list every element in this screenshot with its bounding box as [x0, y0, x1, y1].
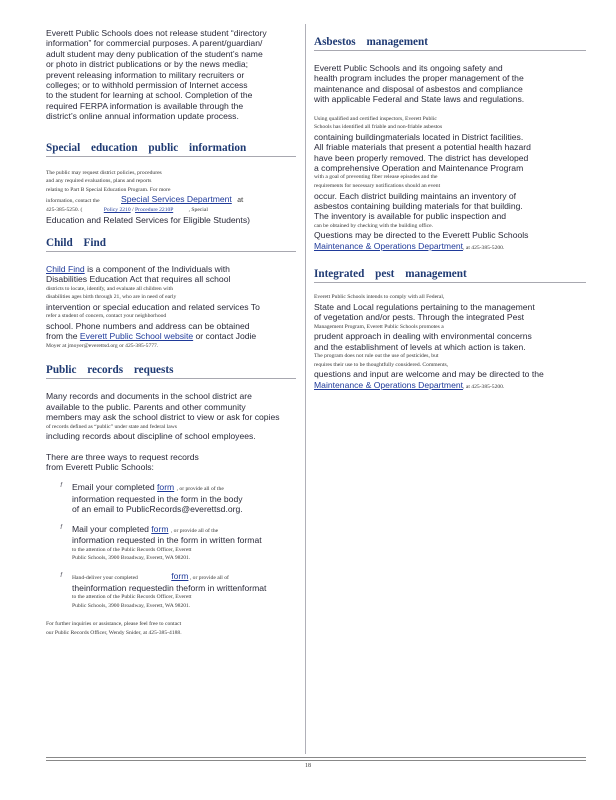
request-intro: There are three ways to request records from Everett Public Schools: — [46, 451, 199, 473]
maintenance-operations-link-2[interactable]: Maintenance & Operations Department — [314, 379, 464, 390]
pest-management-heading: Integrated pest management — [314, 268, 586, 283]
footer-rule-2 — [46, 760, 586, 761]
column-divider — [305, 24, 306, 754]
special-services-department-link[interactable]: Special Services Department — [121, 194, 232, 205]
special-education-paragraph: The public may request district policies, procedures and any required evaluations, plans and reports relating to Part B Special Education Program. For more information, contact the Special Services Department at 425-385-5250. ( Policy 2210 / Procedure 2210P , Special Education and Related Services for Eligible Students) — [46, 169, 250, 225]
pest-management-paragraph: Everett Public Schools intends to comply with all Federal, State and Local regulations pertaining to the management of vegetation and/or pests. Through the integrated Pest Management Program, Everett Public Schools promotes a prudent approach in dealing with environmental concerns and the establishment of levels at which action is taken. The program does not rule out the use of pesticides, but requires their use to be thoughtfully considered. Comments, questions and input are welcome and may be directed to the Maintenance & Operations Department, at 425-385-5200. — [314, 294, 544, 390]
public-records-heading: Public records requests — [46, 364, 296, 379]
footer-rule — [46, 757, 586, 758]
left-column — [46, 28, 296, 637]
mail-form-link[interactable]: form — [151, 523, 169, 534]
asbestos-paragraph-1: Everett Public Schools and its ongoing safety and health program includes the proper management of the maintenance and disposal of asbestos and compliance with applicable Federal and State laws and regulations. — [314, 63, 525, 105]
hand-deliver-form-link[interactable]: form — [171, 571, 189, 582]
maintenance-operations-link[interactable]: Maintenance & Operations Department — [314, 240, 464, 251]
special-education-heading: Special education public information — [46, 142, 296, 157]
policy-2210-link[interactable]: Policy 2210 — [103, 207, 131, 214]
procedure-2210p-link[interactable]: Procedure 2210P — [135, 207, 174, 214]
bullet-glyph: ƒ — [60, 572, 63, 579]
child-find-heading: Child Find — [46, 237, 296, 252]
right-column — [314, 36, 586, 391]
email-form-link[interactable]: form — [157, 482, 175, 493]
asbestos-heading: Asbestos management — [314, 36, 586, 51]
asbestos-paragraph-2: Using qualified and certified inspectors, Everett Public Schools has identified all friable and non-friable asbestos containing buildingmaterials located in District facilities. All friable materials that present a potential health hazard have been properly removed. The district has developed a comprehensive Operation and Maintenance Program with a goal of preventing fiber release episodes and the requirements for necessary notifications should an event occur. Each district building maintains an inventory of asbestos containing building materials for that building. The inventory is available for public inspection and can be obtained by checking with the building office. Questions may be directed to the Everett Public Schools Maintenance & Operations Department, at 425-385-5200. — [314, 115, 531, 251]
public-records-paragraph: Many records and documents in the school district are available to the public. Parents and other community members may ask the school district to view or ask for copies of records defined as “public” under state and federal laws including records about discipline of school employees. — [46, 391, 280, 442]
request-methods-list — [46, 482, 296, 610]
page-number: 18 — [305, 763, 311, 769]
child-find-link[interactable]: Child Find — [46, 264, 85, 275]
everett-school-website-link[interactable]: Everett Public School website — [79, 331, 194, 342]
list-item-hand-deliver: ƒ Hand-deliver your completed form , or provide all of theinformation requestedin theform in writtenformat to the attention of the Public Records Officer, Everett Public Schools, 3900 Broadway, Everett, WA 98201. — [60, 571, 267, 609]
directory-info-paragraph: Everett Public Schools does not release student “directory information” for commercial purposes. A parent/guardian/ adult student may deny publication of the student’s name or photo in district publications or by the news media; prevent releasing information to military recruiters or colleges; or to withhold permission of Internet access to the student for learning at school. Completion of the required FERPA information is available through the district’s online annual information update process. — [46, 28, 267, 122]
child-find-paragraph: Child Find is a component of the Individuals with Disabilities Education Act that requires all school districts to locate, identify, and evaluate all children with disabilities ages birth through 21, who are in need of early intervention or special education and related services To refer a student of concern, contact your neighborhood school. Phone numbers and address can be obtained from the Everett Public School website or contact Jodie Moyer at jmoyer@everettsd.org or 425-385-5777. — [46, 264, 260, 349]
records-contact-footer: For further inquiries or assistance, please feel free to contact our Public Records Officer, Wendy Snider, at 425-385-4188. — [46, 621, 182, 636]
list-item-email: ƒ Email your completed form , or provide all of the information requested in the form in the body of an email to PublicRecords@everettsd.org. — [60, 482, 243, 515]
bullet-glyph: ƒ — [60, 482, 63, 489]
bullet-glyph: ƒ — [60, 523, 63, 530]
list-item-mail: ƒ Mail your completed form , or provide all of the information requested in the form in written format to the attention of the Public Records Officer, Everett Public Schools, 3900 Broadway, Everett, WA 98201. — [60, 523, 262, 562]
